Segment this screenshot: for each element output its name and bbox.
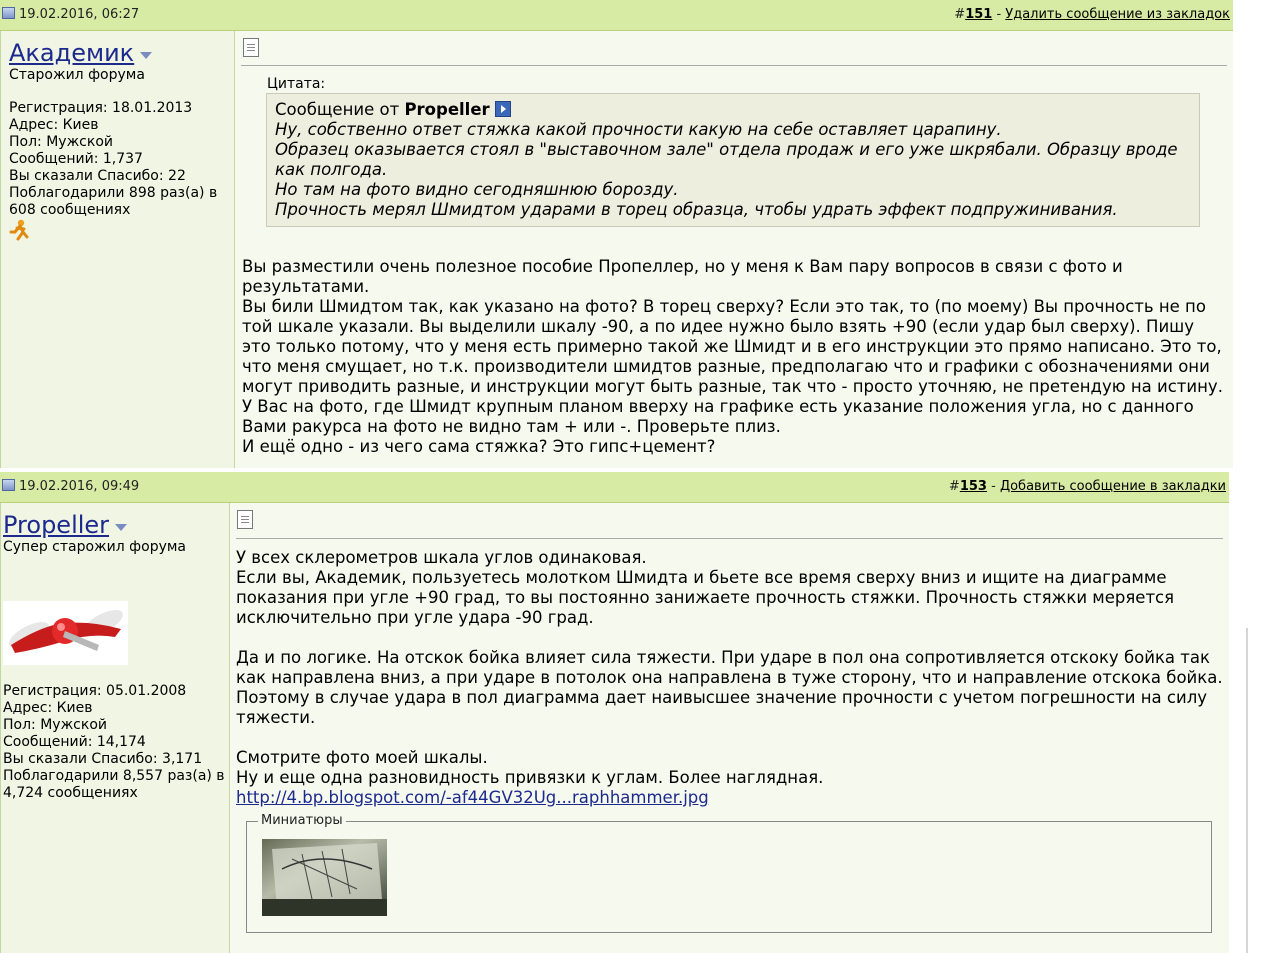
message-separator: [241, 65, 1227, 66]
user-menu-dropdown-icon[interactable]: [140, 52, 152, 59]
user-menu-dropdown-icon[interactable]: [115, 524, 127, 531]
message-line: Вами ракурса на фото не видно там + или -. Проверьте плиз.: [242, 417, 781, 436]
post-date: [2, 472, 139, 502]
message-line: Вы били Шмидтом так, как указано на фото? В торец сверху? Если это так, то (по моему) Вы прочность не по: [242, 297, 1206, 316]
user-info: [0, 31, 235, 468]
quote-line: Прочность мерял Шмидтом ударами в торец образца, чтобы удрать эффект подпружинивания.: [275, 200, 1118, 219]
message-line: показания при угле +90 град, то вы постоянно занижаете прочность стяжки. Прочность стяжки меряется: [236, 588, 1175, 607]
post-status-icon: [2, 7, 15, 19]
post-dash: -: [992, 7, 1006, 22]
user-stat-gender: Пол: Мужской: [9, 134, 114, 150]
quote-line: Ну, собственно ответ стяжка какой прочности какую на себе оставляет царапину.: [275, 120, 1002, 139]
post-status-icon: [2, 479, 15, 491]
quote-box: [266, 93, 1200, 227]
add-bookmark-link[interactable]: Добавить сообщение в закладки: [999, 479, 1226, 494]
message-line: это только потому, что у меня есть примерно такой же Шмидт и в его инструкции это прямо написано. Это то,: [242, 337, 1222, 356]
user-stat-thanks-given: Вы сказали Спасибо: 3,171: [3, 751, 203, 767]
post-header-right: [949, 472, 1226, 502]
quote-author: Propeller: [404, 100, 490, 119]
thumbnail-scale-photo-icon: [262, 839, 387, 916]
user-online-status-icon: [9, 219, 29, 241]
post-date: [2, 0, 139, 30]
attachments-legend: Миниатюры: [258, 813, 346, 829]
post-icon: [243, 38, 259, 57]
post-date-text: 19.02.2016, 06:27: [19, 7, 140, 22]
post-153: [0, 472, 1229, 953]
message-line: Ну и еще одна разновидность привязки к углам. Более наглядная.: [236, 768, 824, 787]
message-area: [235, 31, 1233, 468]
message-area: [230, 503, 1229, 953]
view-post-arrow-icon[interactable]: [495, 101, 511, 117]
post-hash: #: [948, 479, 960, 494]
message-line: Смотрите фото моей шкалы.: [236, 748, 488, 767]
post-header: [0, 472, 1229, 503]
user-stats: [9, 100, 217, 219]
user-stat-thanked: Поблагодарили 8,557 раз(а) в: [3, 768, 225, 784]
post-number-link[interactable]: 153: [959, 479, 987, 494]
post-header: [0, 0, 1233, 31]
post-dash: -: [986, 479, 1000, 494]
quote-header: [275, 100, 1191, 120]
message-line: как направлена вниз, а при ударе в потолок она направлена в туже сторону, что и направление отскока бойка.: [236, 668, 1223, 687]
message-line: исключительно при угле удара -90 град.: [236, 608, 594, 627]
user-stat-address: Адрес: Киев: [9, 117, 99, 133]
user-title: Супер старожил форума: [3, 539, 187, 555]
user-stat-messages: Сообщений: 1,737: [9, 151, 143, 167]
image-link[interactable]: http://4.bp.blogspot.com/-af44GV32Ug...raphhammer.jpg: [236, 788, 709, 807]
user-stat-gender: Пол: Мужской: [3, 717, 108, 733]
quote-from-prefix: Сообщение от: [275, 100, 405, 119]
user-stat-registration: Регистрация: 05.01.2008: [3, 683, 187, 699]
message-line: У Вас на фото, где Шмидт крупным планом вверху на графике есть указание положения угла, но с данного: [242, 397, 1194, 416]
user-title: Старожил форума: [9, 67, 145, 83]
message-line: И ещё одно - из чего сама стяжка? Это гипс+цемент?: [242, 437, 716, 456]
message-line: той шкале указали. Вы выделили шкалу -90, а по идее нужно было взять +90 (если удар был сверху). Пишу: [242, 317, 1195, 336]
message-line: Вы разместили очень полезное пособие Пропеллер, но у меня к Вам пару вопросов в связи с фото и: [242, 257, 1123, 276]
user-stats: [3, 683, 225, 802]
message-line: могут приводить разные, и инструкции могут быть разные, так что - просто уточняю, не претендую на истину.: [242, 377, 1223, 396]
quote-line: Но там на фото видно сегодняшнюю борозду.: [275, 180, 679, 199]
message-line: результатами.: [242, 277, 370, 296]
attachment-thumbnail[interactable]: [262, 839, 387, 916]
quote-line: как полгода.: [275, 160, 388, 179]
user-stat-thanked-posts: 4,724 сообщениях: [3, 785, 138, 801]
message-separator: [236, 538, 1223, 539]
username-link[interactable]: Propeller: [3, 511, 110, 539]
message-body: [242, 257, 1223, 457]
post-151: [0, 0, 1233, 468]
user-stat-address: Адрес: Киев: [3, 700, 93, 716]
quote-label: Цитата:: [267, 76, 326, 92]
user-stat-thanked-posts: 608 сообщениях: [9, 202, 131, 218]
user-stat-messages: Сообщений: 14,174: [3, 734, 146, 750]
message-line: У всех склерометров шкала углов одинаковая.: [236, 548, 647, 567]
user-stat-thanked: Поблагодарили 898 раз(а) в: [9, 185, 218, 201]
user-info: [0, 503, 230, 953]
post-icon: [237, 510, 253, 529]
message-blank-line: [236, 628, 1223, 648]
remove-bookmark-link[interactable]: Удалить сообщение из закладок: [1005, 7, 1230, 22]
attachments-fieldset: [246, 813, 1212, 933]
username-link[interactable]: Академик: [9, 39, 135, 67]
post-number-link[interactable]: 151: [965, 7, 993, 22]
post-header-right: [954, 0, 1230, 30]
post-hash: #: [954, 7, 966, 22]
message-line: Да и по логике. На отскок бойка влияет сила тяжести. При ударе в пол она сопротивляется отскоку бойка так: [236, 648, 1210, 667]
user-stat-thanks-given: Вы сказали Спасибо: 22: [9, 168, 186, 184]
message-body: [236, 548, 1223, 808]
user-stat-registration: Регистрация: 18.01.2013: [9, 100, 193, 116]
message-line: Поэтому в случае удара в пол диаграмма дает наивысшее значение прочности с учетом погрешности на силу: [236, 688, 1208, 707]
avatar-propeller-plane-icon: [3, 601, 128, 665]
quote-line: Образец оказывается стоял в "выставочном зале" отдела продаж и его уже шкрябали. Образцу вроде: [275, 140, 1178, 159]
scroll-edge: [1246, 628, 1248, 953]
message-line: что меня смущает, но т.к. производители шмидтов разные, предполагаю что и графики с обозначениями они: [242, 357, 1210, 376]
post-date-text: 19.02.2016, 09:49: [19, 479, 140, 494]
message-blank-line: [236, 728, 1223, 748]
message-line: Если вы, Академик, пользуетесь молотком Шмидта и бьете все время сверху вниз и ищите на диаграмме: [236, 568, 1167, 587]
message-line: тяжести.: [236, 708, 316, 727]
avatar[interactable]: [3, 601, 128, 665]
